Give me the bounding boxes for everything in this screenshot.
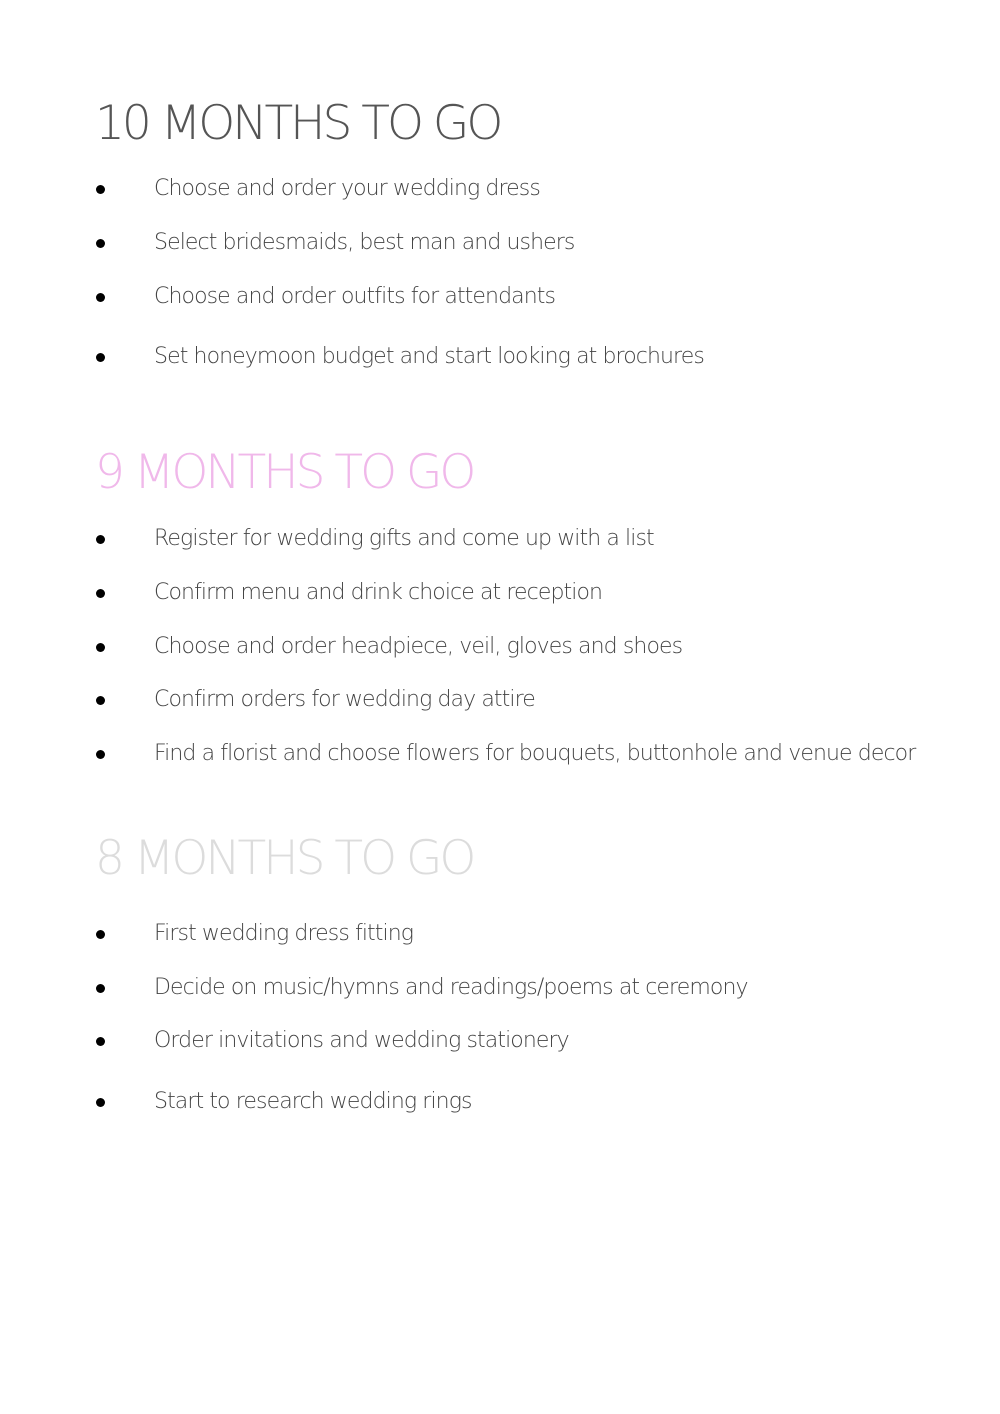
- bullet-icon: [96, 293, 105, 302]
- section-title-9-months: 9 MONTHS TO GO: [95, 445, 474, 500]
- list-item-text: Choose and order your wedding dress: [154, 176, 540, 201]
- list-item-text: Order invitations and wedding stationery: [154, 1028, 569, 1053]
- bullet-icon: [96, 696, 105, 705]
- list-item: [0, 342, 1000, 372]
- bullet-icon: [96, 535, 105, 544]
- list-item-text: Register for wedding gifts and come up with a list: [154, 526, 654, 551]
- list-item: [0, 739, 1000, 769]
- list-item-text: Choose and order outfits for attendants: [154, 284, 556, 309]
- bullet-icon: [96, 643, 105, 652]
- bullet-icon: [96, 750, 105, 759]
- list-item-text: Confirm menu and drink choice at reception: [154, 580, 603, 605]
- list-item-text: Confirm orders for wedding day attire: [154, 687, 535, 712]
- bullet-icon: [96, 1037, 105, 1046]
- list-item-text: Choose and order headpiece, veil, gloves and shoes: [154, 634, 683, 659]
- bullet-icon: [96, 930, 105, 939]
- list-item: [0, 174, 1000, 204]
- list-item: [0, 919, 1000, 949]
- bullet-icon: [96, 589, 105, 598]
- list-item: [0, 685, 1000, 715]
- list-item-text: Start to research wedding rings: [154, 1089, 472, 1114]
- list-item: [0, 973, 1000, 1003]
- section-title-8-months: 8 MONTHS TO GO: [95, 831, 474, 886]
- bullet-icon: [96, 984, 105, 993]
- bullet-icon: [96, 353, 105, 362]
- list-item: [0, 1087, 1000, 1117]
- list-item: [0, 578, 1000, 608]
- list-item: [0, 282, 1000, 312]
- bullet-icon: [96, 239, 105, 248]
- list-item: [0, 228, 1000, 258]
- list-item-text: Find a florist and choose flowers for bouquets, buttonhole and venue decor: [154, 741, 916, 766]
- list-item-text: First wedding dress fitting: [154, 921, 414, 946]
- section-title-10-months: 10 MONTHS TO GO: [95, 96, 501, 151]
- bullet-icon: [96, 1098, 105, 1107]
- list-item: [0, 524, 1000, 554]
- list-item: [0, 632, 1000, 662]
- bullet-icon: [96, 185, 105, 194]
- list-item-text: Select bridesmaids, best man and ushers: [154, 230, 575, 255]
- list-item: [0, 1026, 1000, 1056]
- list-item-text: Set honeymoon budget and start looking at brochures: [154, 344, 704, 369]
- list-item-text: Decide on music/hymns and readings/poems at ceremony: [154, 975, 748, 1000]
